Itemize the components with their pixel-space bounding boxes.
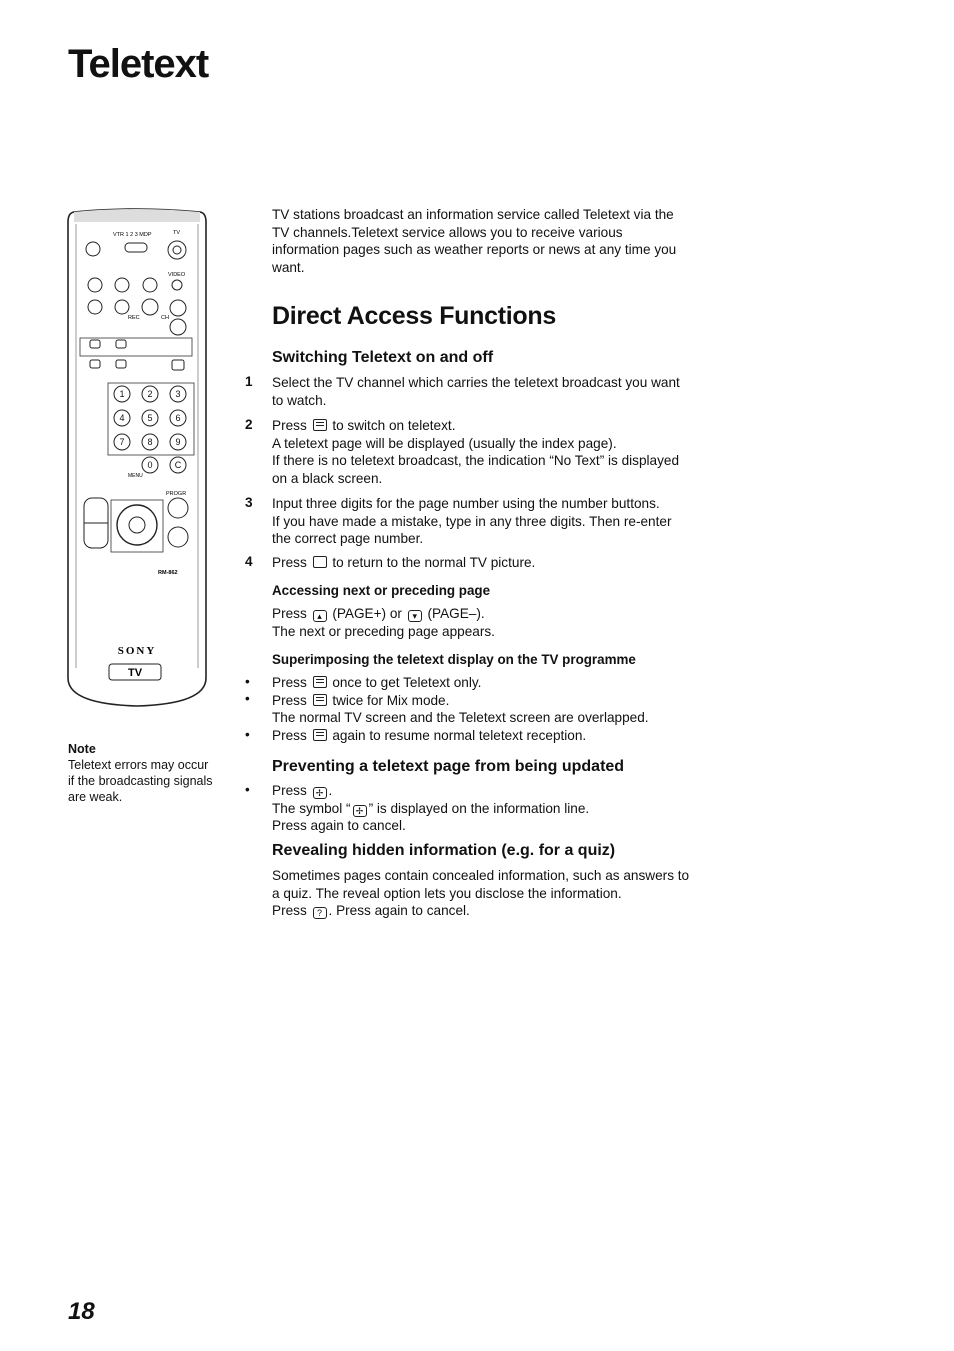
preventing-body: Press ✢ . The symbol “ ✢ ” is displayed on the information line. Press again to cancel. — [272, 783, 590, 834]
step-text: Select the TV channel which carries the teletext broadcast you want to watch. — [272, 375, 680, 408]
remote-progr-label: PROGR — [166, 491, 187, 497]
teletext-icon — [313, 676, 327, 688]
remote-model-code: RM-862 — [158, 570, 178, 576]
remote-menu-label: MENU — [128, 473, 143, 479]
remote-key-label: 6 — [175, 413, 181, 423]
teletext-icon — [313, 729, 327, 741]
accessing-body: Press ▴ (PAGE+) or ▾ (PAGE–). The next or preceding page appears. — [272, 606, 495, 639]
step-number: 2 — [245, 417, 253, 432]
remote-key-label: 9 — [175, 437, 181, 447]
remote-key-label: 2 — [147, 389, 153, 399]
note-text: Teletext errors may occur if the broadcasting signals are weak. — [68, 758, 213, 804]
step-number: 4 — [245, 554, 253, 569]
remote-vtr-label: VTR 1 2 3 MDP — [113, 232, 152, 238]
switching-heading: Switching Teletext on and off — [272, 349, 494, 366]
revealing-body: Sometimes pages contain concealed information, such as answers to a quiz. The reveal option lets you disclose the information. Press ? . Press again to cancel. — [272, 868, 690, 919]
preventing-heading: Preventing a teletext page from being updated — [272, 758, 625, 775]
step-number: 1 — [245, 374, 253, 389]
page-down-icon: ▾ — [408, 610, 422, 622]
note-heading: Note — [68, 742, 96, 756]
superimposing-body: Press once to get Teletext only. Press twice for Mix mode. The normal TV screen and the Teletext screen are overlapped. Press again to resume normal teletext reception. — [272, 675, 649, 743]
remote-key-label: C — [174, 460, 182, 470]
remote-ch-label: CH — [161, 315, 169, 321]
reveal-icon: ? — [313, 907, 327, 919]
revealing-heading: Revealing hidden information (e.g. for a quiz) — [272, 842, 616, 859]
superimposing-heading: Superimposing the teletext display on the TV programme — [272, 652, 636, 667]
step-2: Press to switch on teletext. A teletext page will be displayed (usually the index page). If there is no teletext broadcast, the indication “No Text” is displayed on a black screen. — [272, 418, 680, 486]
step-3: Input three digits for the page number using the number buttons. If you have made a mistake, type in any three digits. Then re-enter the correct page number. — [272, 496, 672, 547]
remote-key-label: 0 — [147, 460, 153, 470]
remote-rec-label: REC — [128, 315, 140, 321]
hold-icon: ✢ — [313, 787, 327, 799]
section-heading: Direct Access Functions — [272, 302, 556, 330]
remote-video-label: VIDEO — [168, 272, 186, 278]
hold-icon: ✢ — [353, 805, 367, 817]
remote-tv-label: TV — [173, 230, 181, 236]
page-up-icon: ▴ — [313, 610, 327, 622]
remote-key-label: 5 — [147, 413, 153, 423]
remote-key-label: 8 — [147, 437, 153, 447]
intro-text: TV stations broadcast an information service called Teletext via the TV channels.Teletext service allows you to receive various information pages such as weather reports or news at any time you want. — [272, 207, 677, 275]
accessing-heading: Accessing next or preceding page — [272, 583, 491, 598]
step-1 — [272, 374, 692, 409]
remote-key-label: 3 — [175, 389, 181, 399]
remote-brand: SONY — [117, 645, 157, 657]
remote-control-illustration — [66, 208, 208, 708]
remote-key-label: 4 — [119, 413, 125, 423]
tv-icon — [313, 556, 327, 568]
remote-key-label: 7 — [119, 437, 125, 447]
step-4: Press to return to the normal TV picture. — [272, 555, 536, 570]
teletext-icon — [313, 419, 327, 431]
page-number: 18 — [68, 1298, 95, 1325]
teletext-icon — [313, 694, 327, 706]
step-number: 3 — [245, 495, 253, 510]
note-box — [68, 741, 218, 805]
page-title: Teletext — [68, 42, 209, 86]
remote-model-badge: TV — [127, 667, 143, 679]
remote-key-label: 1 — [119, 389, 125, 399]
